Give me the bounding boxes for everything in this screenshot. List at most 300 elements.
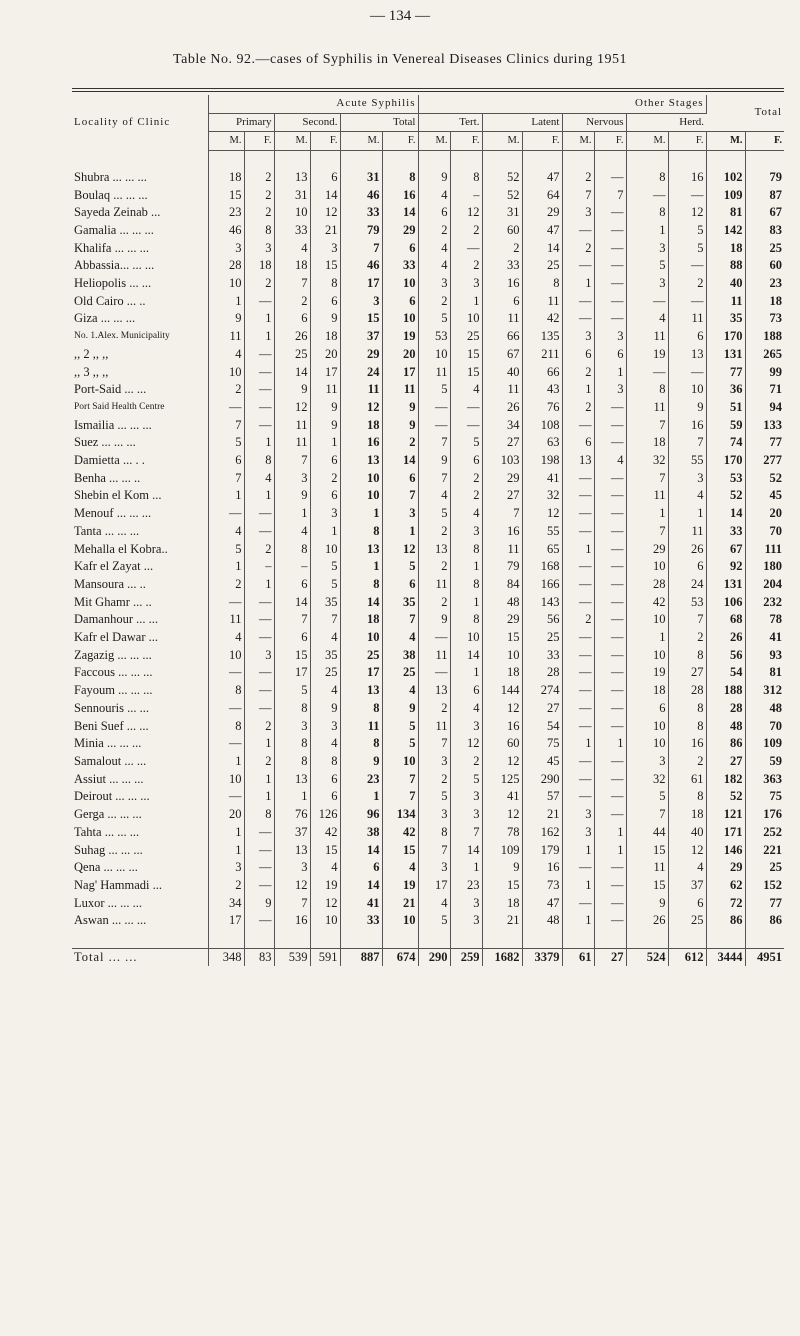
value-cell: 4: [208, 346, 244, 364]
value-cell: 18: [208, 169, 244, 187]
table-row: [72, 434, 784, 452]
value-cell: 46: [340, 257, 382, 275]
value-cell: 8: [668, 718, 706, 736]
value-cell: 48: [706, 718, 745, 736]
value-cell: 33: [340, 912, 382, 930]
value-cell: 20: [208, 806, 244, 824]
value-cell: —: [594, 275, 626, 293]
locality-cell: Port-Said ... ...: [72, 381, 208, 399]
value-cell: 4: [418, 187, 450, 205]
value-cell: 8: [450, 541, 482, 559]
value-cell: 3: [340, 293, 382, 311]
value-cell: 74: [706, 434, 745, 452]
locality-cell: No. 1.Alex. Municipality: [72, 328, 208, 346]
value-cell: 40: [482, 364, 522, 382]
value-cell: 52: [706, 788, 745, 806]
table-row: [72, 364, 784, 382]
value-cell: 47: [522, 222, 562, 240]
value-cell: 11: [482, 541, 522, 559]
value-cell: 4: [418, 487, 450, 505]
value-cell: 6: [310, 487, 340, 505]
value-cell: 8: [418, 824, 450, 842]
table-row: [72, 788, 784, 806]
value-cell: 27: [482, 434, 522, 452]
value-cell: 221: [763, 842, 783, 857]
value-cell: 14: [382, 452, 418, 470]
value-cell: 41: [769, 630, 783, 645]
value-cell: —: [562, 594, 594, 612]
value-cell: 7: [274, 895, 310, 913]
value-cell: 34: [482, 417, 522, 435]
value-cell: 21: [522, 806, 562, 824]
value-cell: 27: [482, 487, 522, 505]
value-cell: 48: [482, 594, 522, 612]
value-cell: 13: [340, 541, 382, 559]
value-cell: 14: [274, 364, 310, 382]
value-cell: 1: [382, 523, 418, 541]
locality-cell: Damietta ... . .: [72, 452, 208, 470]
table-row: [72, 293, 784, 311]
value-cell: 11: [382, 381, 418, 399]
value-cell: 68: [706, 611, 745, 629]
value-cell: 8: [208, 682, 244, 700]
value-cell: 5: [310, 558, 340, 576]
value-cell: —: [594, 558, 626, 576]
value-cell: 25: [310, 664, 340, 682]
value-cell: 11: [626, 399, 668, 417]
value-cell: —: [668, 293, 706, 311]
value-cell: 7: [626, 523, 668, 541]
value-cell: 7: [668, 434, 706, 452]
value-cell: 7: [310, 611, 340, 629]
value-cell: 2: [668, 275, 706, 293]
value-cell: 61: [562, 948, 594, 966]
value-cell: —: [562, 859, 594, 877]
locality-cell: Giza ... ... ...: [72, 310, 208, 328]
value-cell: 7: [274, 275, 310, 293]
value-cell: 13: [274, 169, 310, 187]
page-number: — 134 —: [370, 8, 430, 24]
value-cell: 1: [244, 310, 274, 328]
value-cell: 14: [522, 240, 562, 258]
value-cell: 8: [274, 541, 310, 559]
value-cell: 168: [522, 558, 562, 576]
value-cell: 20: [310, 346, 340, 364]
value-cell: 3: [450, 718, 482, 736]
value-cell: 4: [418, 240, 450, 258]
value-cell: 54: [706, 664, 745, 682]
value-cell: 24: [668, 576, 706, 594]
value-cell: 33: [382, 257, 418, 275]
table-row: [72, 558, 784, 576]
header-m: M.: [418, 132, 450, 151]
value-cell: 9: [418, 611, 450, 629]
value-cell: 26: [482, 399, 522, 417]
value-cell: 23: [340, 771, 382, 789]
value-cell: 171: [706, 824, 745, 842]
value-cell: 27: [668, 664, 706, 682]
value-cell: 15: [382, 842, 418, 860]
value-cell: 7: [274, 452, 310, 470]
value-cell: 4: [450, 381, 482, 399]
value-cell: —: [594, 859, 626, 877]
value-cell: 133: [763, 417, 783, 432]
value-cell: 16: [382, 187, 418, 205]
value-cell: —: [244, 859, 274, 877]
value-cell: 1: [562, 275, 594, 293]
value-cell: 6: [382, 240, 418, 258]
value-cell: 143: [522, 594, 562, 612]
value-cell: —: [562, 629, 594, 647]
value-cell: —: [244, 842, 274, 860]
locality-cell: Zagazig ... ... ...: [72, 647, 208, 665]
value-cell: 2: [244, 753, 274, 771]
value-cell: 162: [522, 824, 562, 842]
value-cell: 67: [482, 346, 522, 364]
value-cell: 152: [763, 877, 783, 892]
value-cell: 103: [482, 452, 522, 470]
value-cell: 887: [340, 948, 382, 966]
value-cell: 1: [594, 364, 626, 382]
value-cell: 45: [522, 753, 562, 771]
value-cell: 31: [340, 169, 382, 187]
value-cell: 25: [668, 912, 706, 930]
value-cell: 42: [310, 824, 340, 842]
top-rule-2: [72, 91, 784, 92]
value-cell: 15: [274, 647, 310, 665]
value-cell: 7: [418, 735, 450, 753]
value-cell: 36: [706, 381, 745, 399]
value-cell: 6: [340, 859, 382, 877]
value-cell: 4: [310, 735, 340, 753]
value-cell: 3: [418, 859, 450, 877]
value-cell: 591: [310, 948, 340, 966]
value-cell: 6: [310, 293, 340, 311]
value-cell: 252: [763, 824, 783, 839]
value-cell: 59: [706, 417, 745, 435]
table-row: [72, 310, 784, 328]
value-cell: —: [594, 753, 626, 771]
value-cell: 14: [340, 842, 382, 860]
value-cell: 25: [450, 328, 482, 346]
value-cell: 170: [706, 328, 745, 346]
value-cell: 31: [482, 204, 522, 222]
table-row: [72, 842, 784, 860]
value-cell: 25: [382, 664, 418, 682]
value-cell: 1: [208, 753, 244, 771]
value-cell: 4: [668, 487, 706, 505]
value-cell: —: [418, 629, 450, 647]
value-cell: 66: [522, 364, 562, 382]
header-primary: Primary: [208, 113, 274, 132]
value-cell: 8: [340, 576, 382, 594]
table-row: [72, 399, 784, 417]
value-cell: 12: [482, 700, 522, 718]
total-row: [72, 948, 784, 966]
locality-cell: Shubra ... ... ...: [72, 169, 208, 187]
value-cell: 61: [668, 771, 706, 789]
value-cell: —: [450, 399, 482, 417]
value-cell: 11: [668, 310, 706, 328]
header-herd: Herd.: [626, 113, 706, 132]
value-cell: 38: [340, 824, 382, 842]
value-cell: 38: [382, 647, 418, 665]
value-cell: 4: [208, 523, 244, 541]
value-cell: 25: [340, 647, 382, 665]
value-cell: 46: [340, 187, 382, 205]
value-cell: 10: [418, 346, 450, 364]
value-cell: —: [562, 470, 594, 488]
value-cell: 1: [562, 877, 594, 895]
value-cell: 7: [450, 824, 482, 842]
value-cell: —: [244, 417, 274, 435]
value-cell: —: [594, 434, 626, 452]
table-row: [72, 204, 784, 222]
header-f: F.: [522, 132, 562, 151]
value-cell: 11: [522, 293, 562, 311]
value-cell: 71: [769, 382, 783, 397]
value-cell: 18: [340, 611, 382, 629]
value-cell: —: [594, 417, 626, 435]
value-cell: 2: [562, 611, 594, 629]
value-cell: 8: [668, 647, 706, 665]
value-cell: 10: [626, 718, 668, 736]
value-cell: —: [594, 222, 626, 240]
value-cell: —: [208, 788, 244, 806]
locality-cell: Deirout ... ... ...: [72, 788, 208, 806]
value-cell: 4: [274, 523, 310, 541]
value-cell: 88: [706, 257, 745, 275]
value-cell: 10: [208, 647, 244, 665]
locality-cell: Heliopolis ... ...: [72, 275, 208, 293]
value-cell: 10: [626, 647, 668, 665]
header-other-stages: Other Stages: [418, 95, 706, 113]
value-cell: —: [562, 558, 594, 576]
value-cell: 1: [668, 505, 706, 523]
value-cell: —: [594, 487, 626, 505]
value-cell: 20: [382, 346, 418, 364]
value-cell: 188: [763, 329, 783, 344]
value-cell: 3: [562, 806, 594, 824]
value-cell: 1: [340, 558, 382, 576]
value-cell: 8: [522, 275, 562, 293]
value-cell: 8: [244, 452, 274, 470]
value-cell: 15: [310, 257, 340, 275]
value-cell: 33: [706, 523, 745, 541]
header-m: M.: [706, 132, 745, 151]
table-row: [72, 169, 784, 187]
value-cell: 55: [668, 452, 706, 470]
value-cell: 6: [274, 629, 310, 647]
value-cell: 92: [706, 558, 745, 576]
value-cell: —: [594, 912, 626, 930]
value-cell: 72: [706, 895, 745, 913]
value-cell: —: [668, 257, 706, 275]
value-cell: 12: [274, 877, 310, 895]
value-cell: 11: [340, 718, 382, 736]
value-cell: 10: [274, 204, 310, 222]
value-cell: 7: [382, 487, 418, 505]
value-cell: 40: [706, 275, 745, 293]
value-cell: 2: [562, 399, 594, 417]
value-cell: 79: [769, 169, 783, 184]
value-cell: 19: [626, 664, 668, 682]
value-cell: 5: [418, 505, 450, 523]
value-cell: 5: [418, 381, 450, 399]
value-cell: 15: [450, 346, 482, 364]
locality-cell: Menouf ... ... ...: [72, 505, 208, 523]
value-cell: 3: [562, 328, 594, 346]
value-cell: 4: [274, 240, 310, 258]
value-cell: 2: [244, 718, 274, 736]
value-cell: 19: [626, 346, 668, 364]
value-cell: 8: [450, 611, 482, 629]
value-cell: 16: [668, 169, 706, 187]
value-cell: 57: [522, 788, 562, 806]
value-cell: 3: [562, 204, 594, 222]
value-cell: 8: [626, 204, 668, 222]
value-cell: 259: [450, 948, 482, 966]
value-cell: 93: [769, 647, 783, 662]
value-cell: 18: [668, 806, 706, 824]
value-cell: 6: [594, 346, 626, 364]
value-cell: —: [244, 824, 274, 842]
value-cell: 26: [274, 328, 310, 346]
value-cell: 2: [450, 257, 482, 275]
value-cell: 29: [626, 541, 668, 559]
value-cell: 77: [769, 435, 783, 450]
value-cell: 33: [274, 222, 310, 240]
value-cell: 12: [668, 842, 706, 860]
value-cell: 60: [769, 258, 783, 273]
value-cell: 1: [594, 735, 626, 753]
locality-cell: Suhag ... ... ...: [72, 842, 208, 860]
value-cell: 6: [274, 310, 310, 328]
value-cell: 15: [482, 877, 522, 895]
value-cell: 35: [310, 647, 340, 665]
value-cell: 79: [482, 558, 522, 576]
value-cell: 109: [706, 187, 745, 205]
value-cell: —: [562, 310, 594, 328]
value-cell: 1: [450, 293, 482, 311]
locality-cell: Old Cairo ... ..: [72, 293, 208, 311]
value-cell: 2: [244, 187, 274, 205]
header-total: Total: [754, 106, 783, 119]
value-cell: 11: [418, 647, 450, 665]
value-cell: —: [594, 788, 626, 806]
value-cell: 4: [450, 700, 482, 718]
value-cell: 1: [208, 487, 244, 505]
value-cell: 6: [208, 452, 244, 470]
value-cell: 17: [340, 664, 382, 682]
value-cell: 13: [668, 346, 706, 364]
locality-cell: Ismailia ... ... ...: [72, 417, 208, 435]
value-cell: —: [594, 576, 626, 594]
value-cell: 3: [450, 788, 482, 806]
value-cell: 6: [382, 470, 418, 488]
value-cell: 46: [208, 222, 244, 240]
value-cell: 108: [522, 417, 562, 435]
value-cell: —: [594, 629, 626, 647]
value-cell: 78: [769, 612, 783, 627]
table-row: [72, 629, 784, 647]
value-cell: 102: [706, 169, 745, 187]
value-cell: 42: [382, 824, 418, 842]
value-cell: 28: [706, 700, 745, 718]
value-cell: 3: [274, 718, 310, 736]
value-cell: 28: [668, 682, 706, 700]
value-cell: 12: [310, 204, 340, 222]
value-cell: 9: [310, 700, 340, 718]
value-cell: 2: [244, 169, 274, 187]
value-cell: 11: [418, 576, 450, 594]
value-cell: 11: [208, 328, 244, 346]
locality-cell: Beni Suef ... ...: [72, 718, 208, 736]
value-cell: 56: [522, 611, 562, 629]
value-cell: 1: [244, 576, 274, 594]
value-cell: 7: [626, 417, 668, 435]
value-cell: 5: [382, 718, 418, 736]
value-cell: 10: [450, 629, 482, 647]
value-cell: 4: [310, 682, 340, 700]
value-cell: 3: [418, 753, 450, 771]
value-cell: 8: [244, 222, 274, 240]
value-cell: 1: [562, 912, 594, 930]
value-cell: —: [450, 417, 482, 435]
value-cell: 37: [668, 877, 706, 895]
value-cell: 73: [522, 877, 562, 895]
value-cell: 75: [769, 789, 783, 804]
header-acute-syphilis: Acute Syphilis: [208, 95, 418, 113]
value-cell: 66: [482, 328, 522, 346]
value-cell: 8: [626, 381, 668, 399]
header-f: F.: [310, 132, 340, 151]
value-cell: 8: [340, 523, 382, 541]
header-m: M.: [626, 132, 668, 151]
table-row: [72, 806, 784, 824]
value-cell: 52: [769, 470, 783, 485]
table-row: [72, 859, 784, 877]
value-cell: 16: [274, 912, 310, 930]
value-cell: —: [244, 664, 274, 682]
value-cell: 11: [668, 523, 706, 541]
value-cell: 5: [418, 310, 450, 328]
value-cell: 1: [208, 824, 244, 842]
value-cell: 3: [450, 806, 482, 824]
value-cell: 10: [626, 735, 668, 753]
value-cell: 8: [450, 169, 482, 187]
value-cell: 1: [450, 594, 482, 612]
value-cell: —: [594, 293, 626, 311]
table-row: [72, 611, 784, 629]
header-m: M.: [562, 132, 594, 151]
value-cell: 21: [382, 895, 418, 913]
value-cell: 5: [382, 735, 418, 753]
value-cell: 6: [310, 452, 340, 470]
value-cell: 10: [340, 470, 382, 488]
value-cell: 8: [668, 788, 706, 806]
value-cell: —: [562, 771, 594, 789]
value-cell: 7: [418, 842, 450, 860]
value-cell: 277: [763, 453, 783, 468]
value-cell: 6: [668, 328, 706, 346]
value-cell: —: [562, 788, 594, 806]
value-cell: 3: [562, 824, 594, 842]
value-cell: 15: [626, 842, 668, 860]
value-cell: —: [450, 240, 482, 258]
value-cell: 1: [562, 735, 594, 753]
value-cell: 14: [274, 594, 310, 612]
